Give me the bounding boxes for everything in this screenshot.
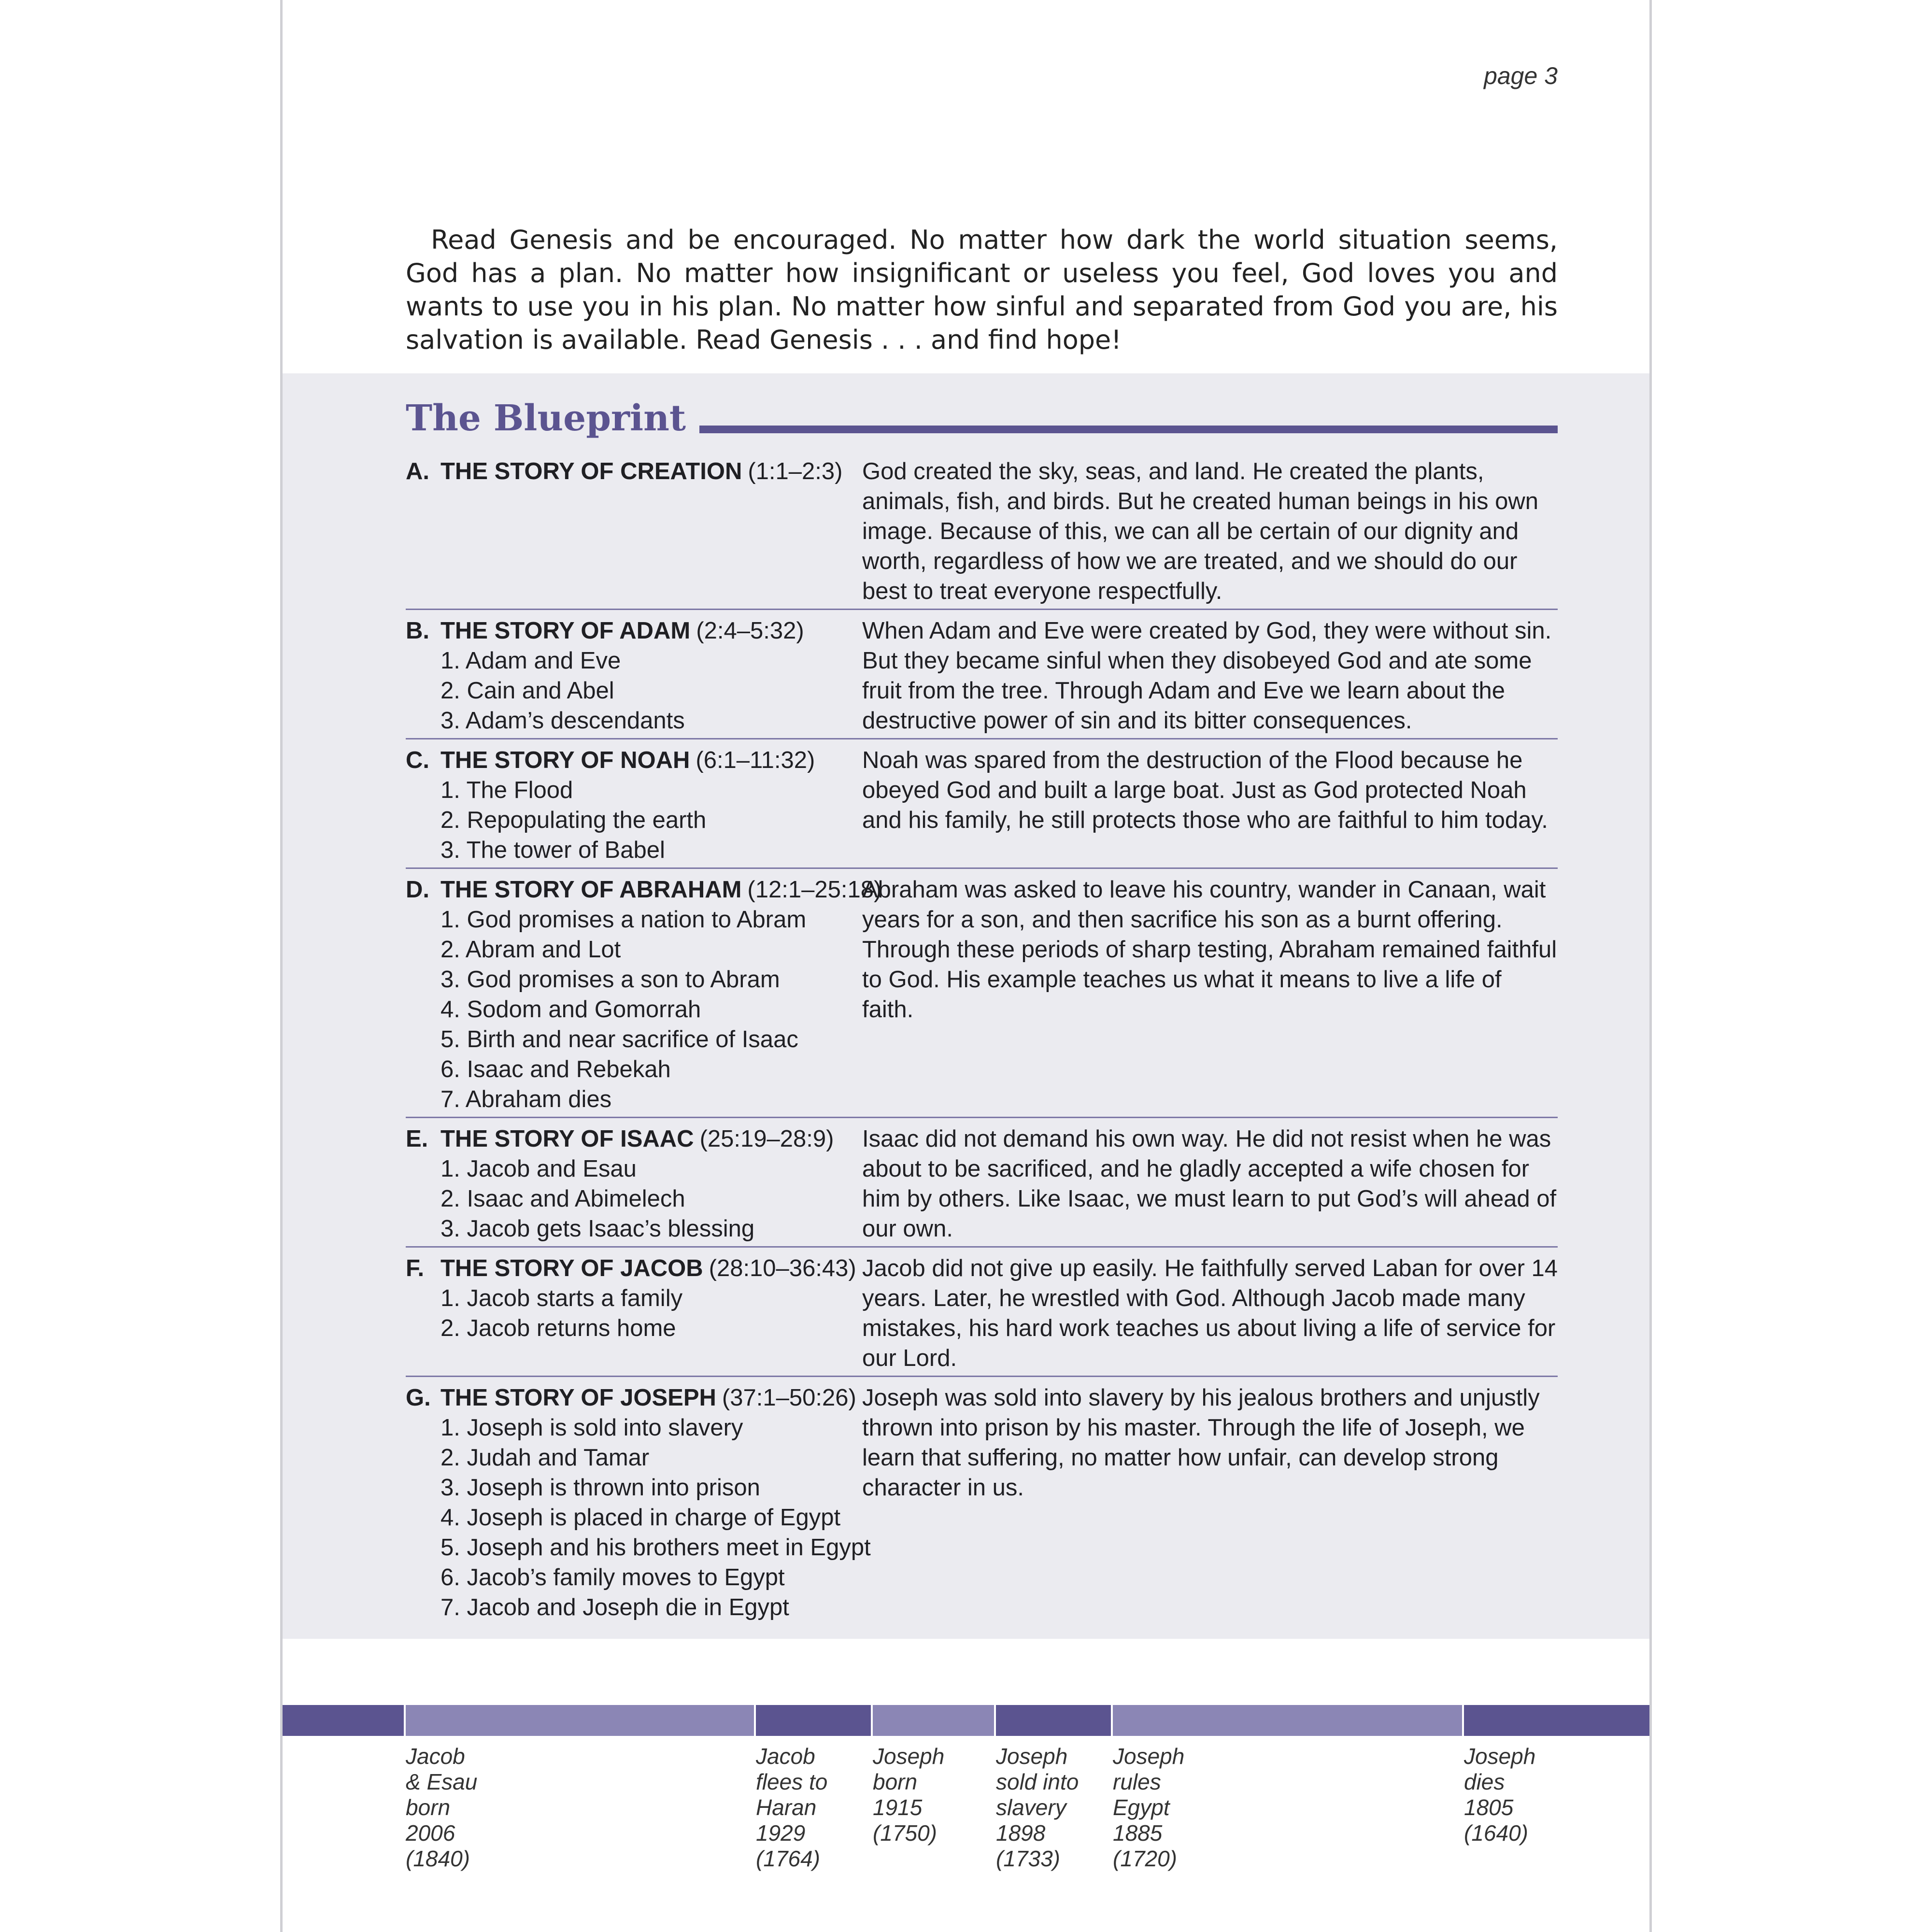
section-outline [406, 1124, 862, 1244]
section-adam [406, 610, 1558, 739]
timeline-event-joseph-born: Joseph born 1915 (1750) [873, 1744, 945, 1846]
section-outline [406, 616, 862, 736]
list-item: 1. Jacob starts a family [440, 1285, 683, 1311]
section-heading [406, 456, 862, 486]
section-title: THE STORY OF JOSEPH [440, 1385, 716, 1411]
section-title: THE STORY OF ABRAHAM [440, 877, 742, 903]
timeline-segment [283, 1705, 406, 1736]
list-item: 1. Jacob and Esau [440, 1156, 637, 1182]
section-abraham [406, 869, 1558, 1118]
list-item: 4. Sodom and Gomorrah [440, 996, 701, 1023]
section-sublist [406, 905, 862, 1114]
list-item: 5. Birth and near sacrifice of Isaac [440, 1026, 798, 1052]
list-item: 1. Joseph is sold into slavery [440, 1415, 743, 1441]
section-description: Joseph was sold into slavery by his jealous brothers and unjustly thrown into prison by his master. Through the life of Joseph, we learn that suffering, no matter how unfair, can develop strong character in us. [862, 1385, 1540, 1501]
list-item: 4. Joseph is placed in charge of Egypt [440, 1505, 841, 1531]
blueprint-sections [406, 451, 1558, 1625]
section-creation [406, 451, 1558, 610]
section-sublist [406, 1413, 871, 1622]
section-letter: A. [406, 458, 429, 484]
section-letter: B. [406, 618, 429, 644]
section-sublist [406, 775, 862, 865]
timeline-event-jacob-esau-born: Jacob & Esau born 2006 (1840) [406, 1744, 478, 1871]
section-letter: D. [406, 877, 429, 903]
timeline-event-joseph-rules: Joseph rules Egypt 1885 (1720) [1113, 1744, 1185, 1871]
list-item: 3. Jacob gets Isaac’s blessing [440, 1216, 755, 1242]
list-item: 7. Jacob and Joseph die in Egypt [440, 1594, 789, 1620]
timeline-bar [283, 1705, 1649, 1736]
timeline-event-joseph-dies: Joseph dies 1805 (1640) [1464, 1744, 1536, 1846]
section-title: THE STORY OF ISAAC [440, 1126, 694, 1152]
section-outline [406, 1383, 871, 1622]
timeline-segment [1113, 1705, 1464, 1736]
timeline-segment [996, 1705, 1113, 1736]
section-reference: (1:1–2:3) [748, 458, 843, 484]
section-outline [406, 875, 882, 1114]
section-isaac [406, 1118, 1558, 1248]
list-item: 5. Joseph and his brothers meet in Egypt [440, 1534, 871, 1561]
section-description: God created the sky, seas, and land. He created the plants, animals, fish, and birds. But he created human beings in his own image. Because of this, we can all be certain of our dignity and worth, regardless of how we are treated, and we should do our best to treat everyone respectfully. [862, 458, 1539, 604]
section-reference: (28:10–36:43) [709, 1255, 856, 1281]
section-joseph [406, 1377, 1558, 1625]
section-outline [406, 456, 862, 606]
section-heading [406, 1253, 862, 1283]
section-heading [406, 745, 862, 775]
section-letter: F. [406, 1255, 425, 1281]
list-item: 2. Cain and Abel [440, 678, 614, 704]
section-heading [406, 1124, 862, 1154]
section-description: Isaac did not demand his own way. He did not resist when he was about to be sacrificed, and he gladly accepted a wife chosen for him by others. Like Isaac, we must learn to put God’s will ahead of our own. [862, 1126, 1557, 1242]
list-item: 3. The tower of Babel [440, 837, 665, 863]
section-letter: C. [406, 747, 429, 773]
section-title: THE STORY OF JACOB [440, 1255, 703, 1281]
section-reference: (25:19–28:9) [699, 1126, 834, 1152]
intro-paragraph: Read Genesis and be encouraged. No matter how dark the world situation seems, God has a plan. No matter how insignificant or useless you feel, God loves you and wants to use you in his plan. No matter how sinful and separated from God you are, his salvation is available. Read Genesis . . . and find hope! [406, 225, 1558, 355]
section-sublist [406, 1283, 862, 1343]
list-item: 6. Isaac and Rebekah [440, 1056, 671, 1082]
section-noah [406, 739, 1558, 869]
list-item: 1. Adam and Eve [440, 648, 621, 674]
blueprint-title-rule [699, 426, 1558, 433]
section-reference: (6:1–11:32) [696, 747, 815, 773]
section-reference: (37:1–50:26) [722, 1385, 856, 1411]
list-item: 6. Jacob’s family moves to Egypt [440, 1564, 785, 1591]
list-item: 3. Adam’s descendants [440, 708, 685, 734]
section-sublist [406, 1154, 862, 1244]
section-jacob [406, 1248, 1558, 1377]
section-heading [406, 1383, 862, 1413]
section-reference: (2:4–5:32) [696, 618, 804, 644]
list-item: 3. God promises a son to Abram [440, 966, 780, 993]
list-item: 1. The Flood [440, 777, 573, 803]
list-item: 1. God promises a nation to Abram [440, 907, 807, 933]
section-description: Abraham was asked to leave his country, wander in Canaan, wait years for a son, and then sacrifice his son as a burnt offering. Through these periods of sharp testing, Abraham remained faithful to God. His example teaches us what it means to live a life of faith. [862, 877, 1557, 1023]
list-item: 2. Repopulating the earth [440, 807, 707, 833]
section-description: When Adam and Eve were created by God, they were without sin. But they became sinful when they disobeyed God and ate some fruit from the tree. Through Adam and Eve we learn about the destructive power of sin and its bitter consequences. [862, 618, 1552, 734]
list-item: 2. Isaac and Abimelech [440, 1186, 685, 1212]
timeline-segment [1464, 1705, 1649, 1736]
section-sublist [406, 646, 862, 736]
section-outline [406, 745, 862, 865]
blueprint-panel [283, 373, 1649, 1639]
section-reference: (12:1–25:18) [747, 877, 882, 903]
timeline-segment [406, 1705, 756, 1736]
section-description: Jacob did not give up easily. He faithfully served Laban for over 14 years. Later, he wrestled with God. Although Jacob made many mistakes, his hard work teaches us about living a life of service for our Lord. [862, 1255, 1558, 1371]
list-item: 7. Abraham dies [440, 1086, 612, 1112]
blueprint-title: The Blueprint [406, 398, 686, 439]
section-letter: G. [406, 1385, 431, 1411]
section-title: THE STORY OF NOAH [440, 747, 690, 773]
section-heading [406, 875, 882, 905]
page-number: page 3 [1484, 62, 1558, 89]
section-description: Noah was spared from the destruction of the Flood because he obeyed God and built a large boat. Just as God protected Noah and his family, he still protects those who are faithful to him today. [862, 747, 1548, 833]
section-letter: E. [406, 1126, 428, 1152]
timeline-segment [756, 1705, 873, 1736]
timeline-segment [873, 1705, 996, 1736]
section-title: THE STORY OF ADAM [440, 618, 691, 644]
list-item: 2. Judah and Tamar [440, 1445, 650, 1471]
section-heading [406, 616, 862, 646]
timeline-event-jacob-flees: Jacob flees to Haran 1929 (1764) [756, 1744, 828, 1871]
list-item: 3. Joseph is thrown into prison [440, 1475, 760, 1501]
document-page [280, 0, 1652, 1932]
section-title: THE STORY OF CREATION [440, 458, 742, 484]
list-item: 2. Jacob returns home [440, 1315, 676, 1341]
timeline-event-joseph-sold: Joseph sold into slavery 1898 (1733) [996, 1744, 1079, 1871]
blueprint-header [406, 397, 1558, 440]
section-outline [406, 1253, 862, 1373]
list-item: 2. Abram and Lot [440, 937, 621, 963]
